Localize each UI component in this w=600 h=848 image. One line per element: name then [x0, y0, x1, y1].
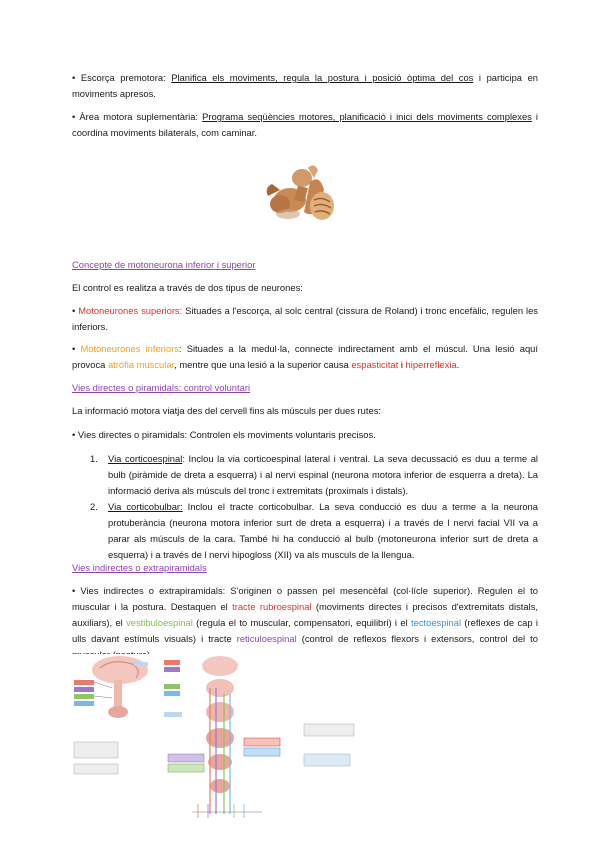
corticobulbar-title: Via corticobulbar:	[108, 501, 183, 512]
vestibulospinal-term: vestibuloespinal	[126, 617, 193, 628]
corticospinal-text: : Inclou la via corticoespinal lateral i ventral. La seva decussació es duu a terme al bulb (piràmide de dreta a esquerra) i al nervi espinal (neurona motora inferior de esquerra a dreta). La informació deriva als músculs del tronc i extremitats (proximals i distals).	[108, 453, 539, 496]
upper-motoneurons-label: Motoneurones superiors:	[78, 305, 183, 316]
supplementary-lead: Àrea motora suplementària:	[79, 111, 199, 122]
extra-text-1: Vies indirectes o extrapiramidals: S'originen o passen pel mesencèfal (col·lícle superior). Regulen el to muscular i la postura. Destaquen el	[72, 585, 538, 612]
pyramidal-bullet	[72, 427, 538, 443]
extra-text-5: (control de reflexos flexors i extensors, control del to	[301, 633, 539, 644]
lower-text-3: i	[398, 359, 406, 370]
list-number: 1.	[90, 453, 98, 464]
premotor-underlined: Planifica els moviments, regula la postura i posició òptima del cos	[171, 72, 474, 83]
upper-motoneurons-text: Situades a l'escorça, al solc central (cissura de Roland) i tronc encefàlic, regulen les inferiors.	[72, 305, 538, 332]
motoneurons-intro: El control es realitza a través de dos tipus de neurones:	[72, 282, 303, 293]
paragraph-upper-motoneurons	[72, 303, 538, 335]
lower-text-2: , mentre que una lesió a la superior causa	[174, 359, 352, 370]
bullet: •	[72, 305, 76, 316]
heading-extrapyramidal: Vies indirectes o extrapiramidals	[72, 562, 207, 573]
lower-motoneurons-label: Motoneurones inferiors	[80, 343, 179, 354]
list-item-corticospinal	[90, 451, 539, 499]
supplementary-rest: i coordina moviments bilaterals, com caminar.	[72, 111, 539, 138]
pyramidal-intro: La informació motora viatja des del cervell fins als músculs per dues rutes:	[72, 405, 381, 416]
lower-text-4: .	[456, 359, 460, 370]
reticulospinal-term: reticuloespinal	[236, 633, 297, 644]
extra-text-4: (reflexes de cap i ulls davant estímuls visuals) i tracte	[72, 617, 538, 644]
corticobulbar-text: Inclou el tracte corticobulbar. La seva conducció es duu a terme a la neurona protuberància (neurona motora inferior surt de dreta a esquerra) i a través de l nervi facial VII va a parar als músculs de la cara. També hi ha conducció al bulb (motoneurona inferior surt de dreta a esquerra) i a través de l nervi hipogloss (XII) va als musculs de la llengua.	[108, 501, 538, 560]
bullet: •	[72, 429, 76, 440]
extra-text-2: (moviments directes i precisos d'extremitats distals, auxiliars), el	[72, 601, 538, 628]
heading-motoneurons: Concepte de motoneurona inferior i superior	[72, 259, 256, 270]
spasticity-term: espasticitat	[351, 359, 399, 370]
list-item-corticobulbar	[90, 499, 538, 563]
paragraph-extrapyramidal	[72, 583, 538, 663]
corticospinal-title: Via corticoespinal	[108, 453, 183, 464]
paragraph-supplementary-motor	[72, 109, 538, 141]
atrophy-term: atròfia muscular	[107, 359, 175, 370]
list-number: 2.	[90, 501, 98, 512]
paragraph-lower-motoneurons	[72, 341, 538, 373]
supplementary-underlined: Programa seqüències motores, planificació i inici dels moviments complexes	[202, 111, 532, 122]
lower-text-1: : Situades a la medul·la, connecte indirectament amb el múscul. Una lesió aquí provoca	[72, 343, 538, 370]
premotor-rest: i participa en moviments apresos.	[72, 72, 539, 99]
bullet: •	[72, 111, 76, 122]
motor-homunculus-image	[258, 160, 342, 228]
bullet: •	[72, 585, 76, 596]
extrapyramidal-pathways-diagram	[72, 654, 370, 822]
premotor-lead: Escorça premotora:	[80, 72, 166, 83]
hyperreflexia-term: hiperreflexia	[405, 359, 457, 370]
bullet: •	[72, 343, 76, 354]
rubrospinal-term: tracte rubroespinal	[232, 601, 312, 612]
paragraph-premotor-cortex	[72, 70, 538, 102]
bullet: •	[72, 72, 76, 83]
pyramidal-list	[90, 451, 539, 563]
tectospinal-term: tectoespinal	[411, 617, 462, 628]
heading-pyramidal-pathways: Vies directes o piramidals: control voluntari	[72, 382, 251, 393]
pyramidal-bullet-text: Vies directes o piramidals: Controlen els moviments voluntaris precisos.	[77, 429, 376, 440]
extra-text-3: (regula el to muscular, compensatori, equilibri) i el	[192, 617, 411, 628]
